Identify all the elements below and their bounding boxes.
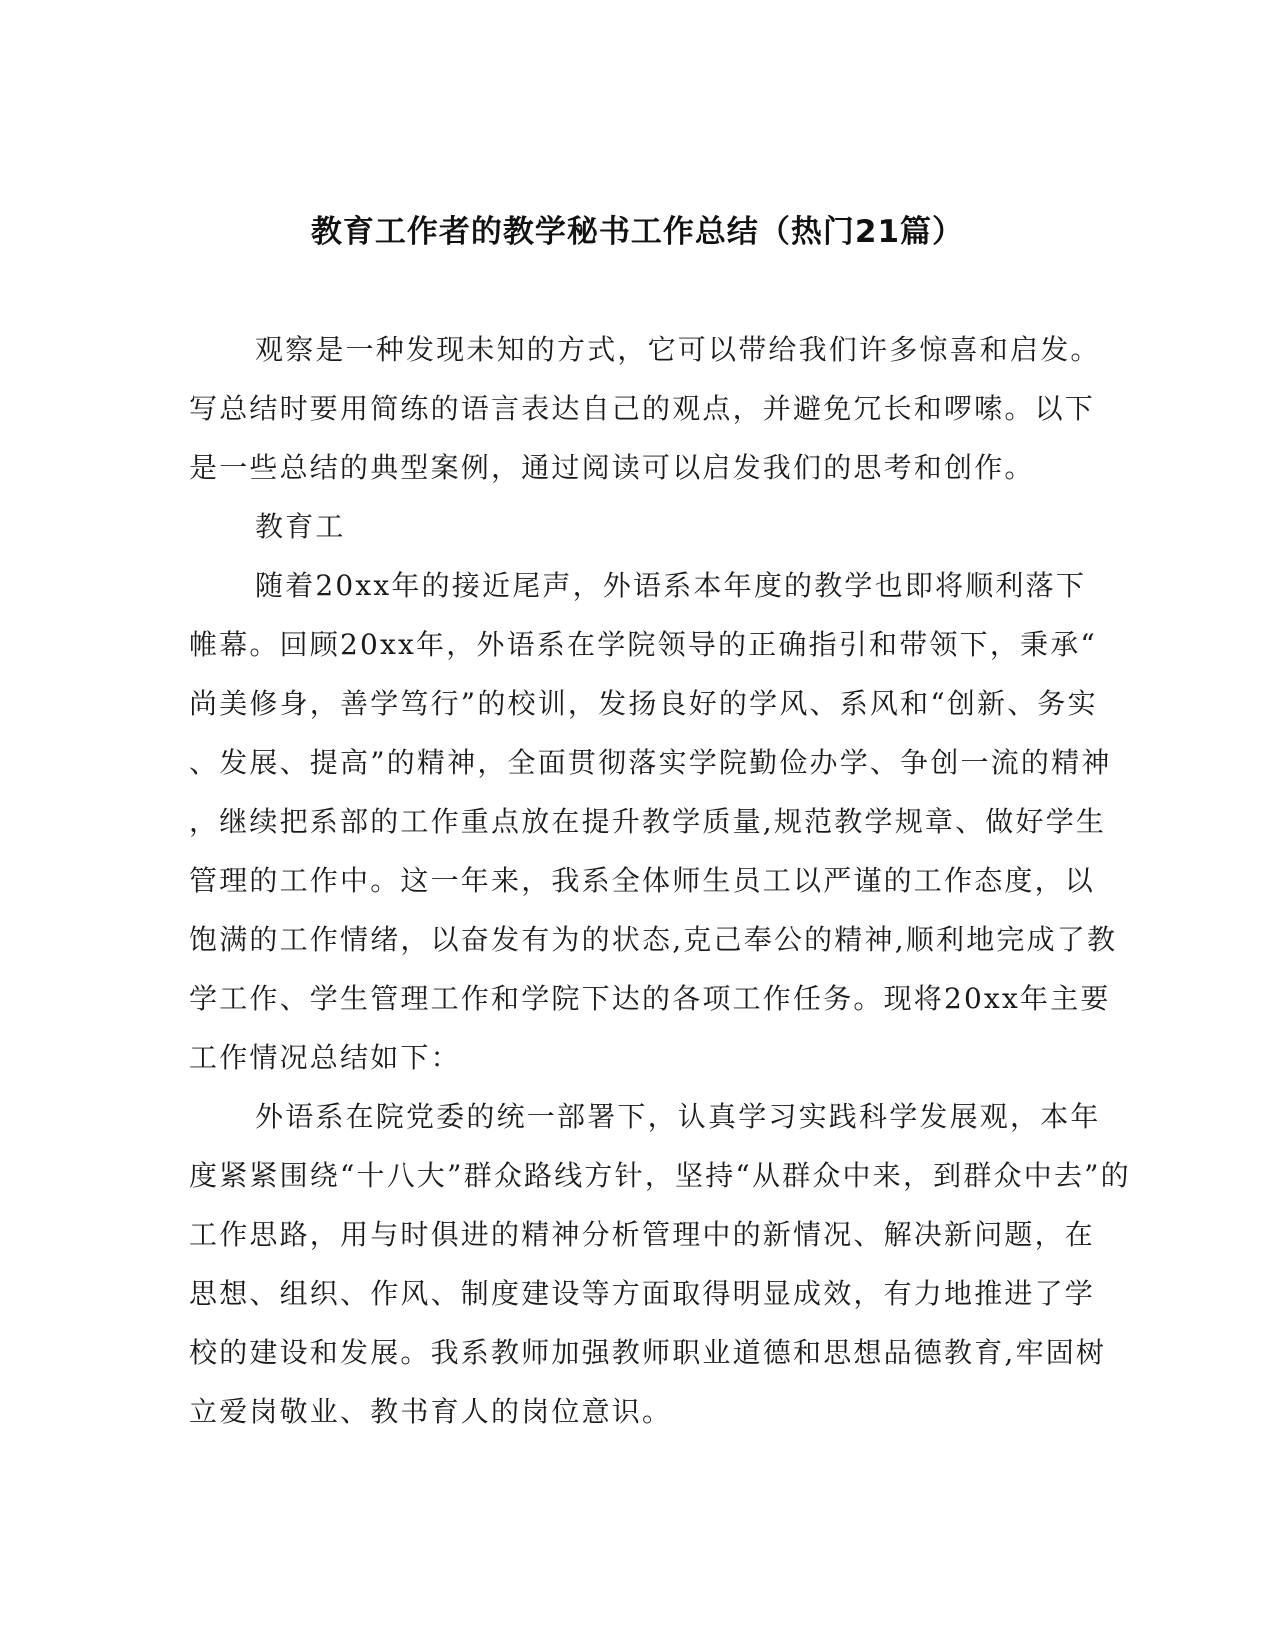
- paragraph-4-line-2: 度紧紧围绕“十八大”群众路线方针，坚持“从群众中来，到群众中去”的: [189, 1159, 1131, 1192]
- paragraph-3-line-8: 学工作、学生管理工作和学院下达的各项工作任务。现将20xx年主要: [189, 982, 1111, 1015]
- paragraph-2-line-1: 教育工: [255, 510, 346, 543]
- paragraph-3-line-9: 工作情况总结如下：: [189, 1041, 461, 1074]
- paragraph-1-line-3: 是一些总结的典型案例，通过阅读可以启发我们的思考和创作。: [189, 451, 1035, 484]
- paragraph-3-line-1: 随着20xx年的接近尾声，外语系本年度的教学也即将顺利落下: [255, 569, 1087, 602]
- paragraph-1-line-2: 写总结时要用简练的语言表达自己的观点，并避免冗长和啰嗦。以下: [189, 392, 1096, 425]
- paragraph-4-line-5: 校的建设和发展。我系教师加强教师职业道德和思想品德教育,牢固树: [189, 1336, 1107, 1369]
- paragraph-4-line-6: 立爱岗敬业、教书育人的岗位意识。: [189, 1395, 673, 1428]
- paragraph-4-line-3: 工作思路，用与时俱进的精神分析管理中的新情况、解决新问题，在: [189, 1218, 1096, 1251]
- paragraph-4-line-4: 思想、组织、作风、制度建设等方面取得明显成效，有力地推进了学: [189, 1277, 1096, 1310]
- paragraph-3-line-5: ，继续把系部的工作重点放在提升教学质量,规范教学规章、做好学生: [189, 805, 1107, 838]
- paragraph-4-line-1: 外语系在院党委的统一部署下，认真学习实践科学发展观，本年: [255, 1100, 1101, 1133]
- paragraph-3-line-4: 、发展、提高”的精神，全面贯彻落实学院勤俭办学、争创一流的精神: [189, 746, 1112, 779]
- paragraph-3-line-7: 饱满的工作情绪，以奋发有为的状态,克己奉公的精神,顺利地完成了教: [189, 923, 1118, 956]
- paragraph-3-line-2: 帷幕。回顾20xx年，外语系在学院领导的正确指引和带领下，秉承“: [189, 628, 1097, 661]
- paragraph-3-line-3: 尚美修身，善学笃行”的校训，发扬良好的学风、系风和“创新、务实: [189, 687, 1098, 720]
- paragraph-1-line-1: 观察是一种发现未知的方式，它可以带给我们许多惊喜和启发。: [255, 333, 1101, 366]
- paragraph-3-line-6: 管理的工作中。这一年来，我系全体师生员工以严谨的工作态度，以: [189, 864, 1096, 897]
- document-title: 教育工作者的教学秘书工作总结（热门21篇）: [310, 214, 965, 250]
